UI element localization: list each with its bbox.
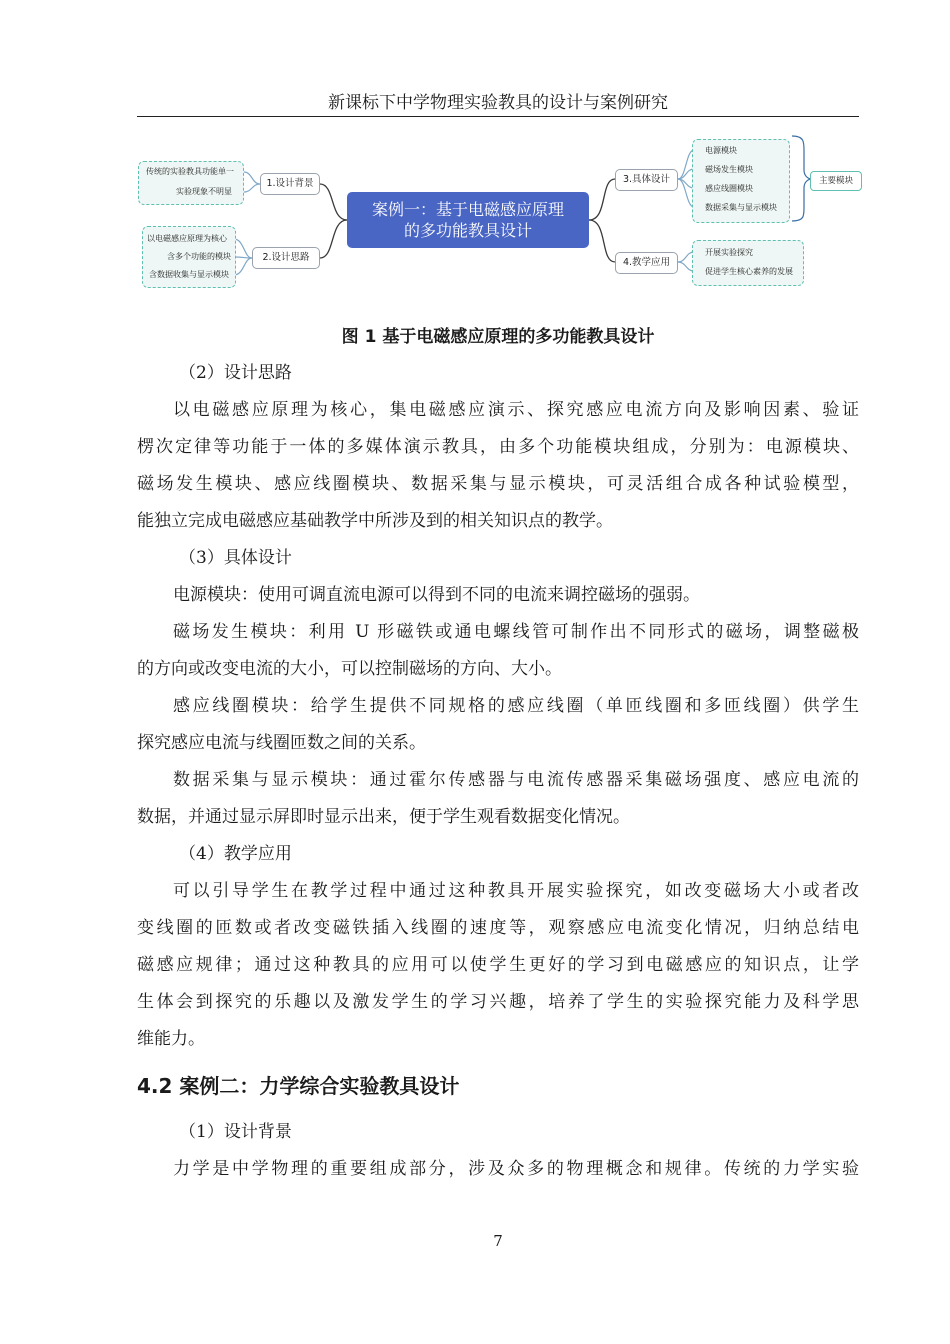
leaf-2-3: 含数据收集与显示模块: [149, 270, 229, 279]
leaf-3-4: 数据采集与显示模块: [705, 203, 777, 212]
branch-design-background: 1.设计背景: [260, 173, 320, 195]
leaf-4-2: 促进学生核心素养的发展: [705, 267, 793, 276]
leaf-1-1: 传统的实验教具功能单一: [146, 167, 234, 176]
paragraph-line: 感应线圈模块：给学生提供不同规格的感应线圈（单匝线圈和多匝线圈）供学生: [173, 696, 859, 716]
center-line-1: 案例一：基于电磁感应原理: [371, 200, 564, 219]
center-line-2: 的多功能教具设计: [403, 221, 532, 240]
paragraph-line: 力学是中学物理的重要组成部分，涉及众多的物理概念和规律。传统的力学实验: [173, 1159, 859, 1179]
leaf-4-1: 开展实验探究: [705, 248, 753, 257]
paragraph-line: 的方向或改变电流的大小，可以控制磁场的方向、大小。: [137, 659, 562, 679]
page-number: 7: [493, 1232, 503, 1250]
mind-map-figure: [130, 128, 870, 303]
heading-design-background: （1）设计背景: [179, 1122, 292, 1142]
paragraph-line: 探究感应电流与线圈匝数之间的关系。: [137, 733, 426, 753]
connector-4: [589, 220, 615, 262]
center-topic: [347, 192, 589, 248]
paragraph-line: 以电磁感应原理为核心，集电磁感应演示、探究感应电流方向及影响因素、验证: [173, 400, 859, 420]
paragraph-line: 数据采集与显示模块：通过霍尔传感器与电流传感器采集磁场强度、感应电流的: [173, 770, 859, 790]
paragraph-line: 电源模块：使用可调直流电源可以得到不同的电流来调控磁场的强弱。: [173, 585, 700, 605]
paragraph-line: 生体会到探究的乐趣以及激发学生的学习兴趣，培养了学生的实验探究能力及科学思: [137, 992, 859, 1012]
leaf-3-3: 感应线圈模块: [705, 184, 753, 193]
connector-3: [589, 179, 615, 220]
heading-specific-design: （3）具体设计: [179, 548, 292, 568]
paragraph-line: 可以引导学生在教学过程中通过这种教具开展实验探究，如改变磁场大小或者改: [173, 881, 859, 901]
section-heading-4-2: 4.2 案例二：力学综合实验教具设计: [137, 1074, 460, 1098]
leaf-2-2: 含多个功能的模块: [167, 252, 231, 261]
branch-teaching-application: 4.教学应用: [615, 252, 678, 274]
paragraph-line: 变线圈的匝数或者改变磁铁插入线圈的速度等，观察感应电流变化情况，归纳总结电: [137, 918, 859, 938]
body-content: [137, 355, 859, 1188]
branch-specific-design: 3.具体设计: [615, 169, 678, 191]
paragraph-line: 磁感应规律；通过这种教具的应用可以使学生更好的学习到电磁感应的知识点，让学: [137, 955, 859, 975]
leaf-2-1: 以电磁感应原理为核心: [147, 234, 227, 243]
leaf-3-1: 电源模块: [705, 146, 737, 155]
running-header: 新课标下中学物理实验教具的设计与案例研究: [328, 93, 668, 113]
main-module-label: 主要模块: [810, 171, 862, 191]
leaf-3-2: 磁场发生模块: [705, 165, 753, 174]
connector-2: [320, 220, 347, 258]
paragraph-line: 数据，并通过显示屏即时显示出来，便于学生观看数据变化情况。: [137, 807, 630, 827]
figure-caption: 图 1 基于电磁感应原理的多功能教具设计: [341, 327, 655, 347]
heading-design-idea: （2）设计思路: [179, 363, 292, 383]
paragraph-line: 磁场发生模块：利用 U 形磁铁或通电螺线管可制作出不同形式的磁场，调整磁极: [173, 622, 859, 642]
paragraph-line: 楞次定律等功能于一体的多媒体演示教具，由多个功能模块组成，分别为：电源模块、: [137, 437, 859, 457]
paragraph-line: 维能力。: [137, 1029, 205, 1049]
paragraph-line: 磁场发生模块、感应线圈模块、数据采集与显示模块，可灵活组合成各种试验模型，: [137, 474, 859, 494]
leaf-1-2: 实验现象不明显: [176, 187, 232, 196]
connector-1: [320, 184, 347, 220]
branch-design-idea: 2.设计思路: [252, 247, 320, 269]
header-rule: [137, 116, 859, 117]
paragraph-line: 能独立完成电磁感应基础教学中所涉及到的相关知识点的教学。: [137, 511, 613, 531]
heading-teaching-application: （4）教学应用: [179, 844, 292, 864]
